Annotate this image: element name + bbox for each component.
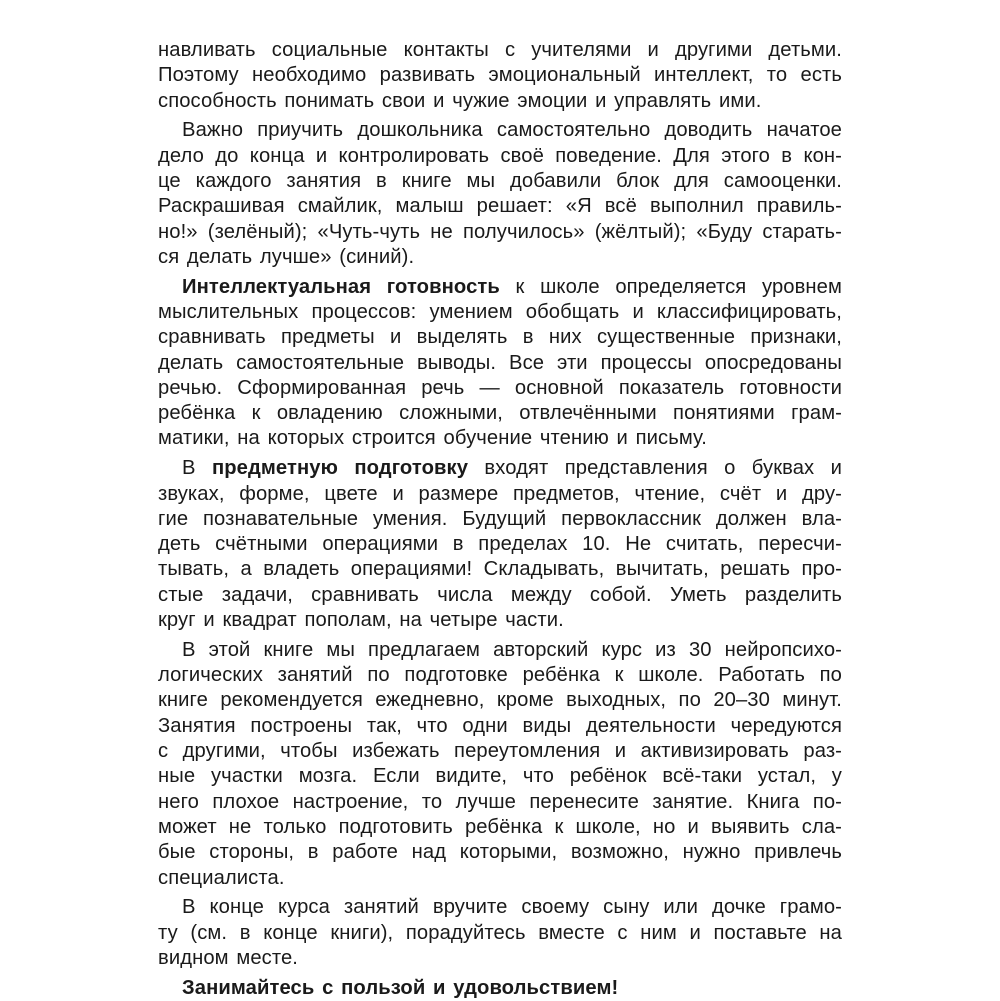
text-line: ребёнка к овладению сложными, отвлечёнными понятиями грам-	[158, 402, 842, 425]
text-line: ные участки мозга. Если видите, что ребёнок всё-таки устал, у	[158, 765, 842, 788]
text-line: Раскрашивая смайлик, малыш решает: «Я всё выполнил правиль-	[158, 195, 842, 218]
text-line: Занятия построены так, что одни виды деятельности чередуются	[158, 714, 842, 737]
text-line: круг и квадрат пополам, на четыре части.	[158, 609, 564, 632]
text-line: книге рекомендуется ежедневно, кроме выходных, по 20–30 минут.	[158, 689, 842, 712]
text-line: сравнивать предметы и выделять в них существенные признаки,	[158, 326, 842, 349]
text-line: видном месте.	[158, 946, 298, 969]
text-line: него плохое настроение, то лучше перенесите занятие. Книга по-	[158, 790, 842, 813]
text-line: с другими, чтобы избежать переутомления и активизировать раз-	[158, 740, 842, 763]
text-line: стые задачи, сравнивать числа между собой. Уметь разделить	[158, 583, 842, 606]
text-line: мыслительных процессов: умением обобщать и классифицировать,	[158, 300, 842, 323]
text-line: це каждого занятия в книге мы добавили блок для самооценки.	[158, 169, 842, 192]
text-line: бые стороны, в работе над которыми, возможно, нужно привлечь	[158, 841, 842, 864]
paragraph-course-description	[158, 638, 842, 891]
text-line	[158, 456, 842, 481]
text-line: В конце курса занятий вручите своему сыну или дочке грамо-	[182, 896, 842, 919]
closing-phrase: Занимайтесь с пользой и удовольствием!	[182, 976, 619, 999]
text-line: специалиста.	[158, 866, 285, 889]
text-line: звуках, форме, цвете и размере предметов, чтение, счёт и дру-	[158, 482, 842, 505]
text-fragment: В	[182, 457, 212, 480]
text-line: может не только подготовить ребёнка к школе, но и выявить сла-	[158, 815, 842, 838]
text-line: матики, на которых строится обучение чтению и письму.	[158, 427, 707, 450]
text-line: речью. Сформированная речь — основной показатель готовности	[158, 376, 842, 399]
bold-term: Интеллектуальная готовность	[182, 275, 500, 298]
paragraph-social-contacts	[158, 38, 842, 114]
paragraph-intellectual-readiness	[158, 275, 842, 452]
text-fragment: входят представления о буквах и	[468, 457, 842, 480]
text-fragment: к школе определяется уровнем	[499, 275, 842, 298]
text-line: Важно приучить дошкольника самостоятельно доводить начатое	[182, 119, 842, 142]
text-line: делать самостоятельные выводы. Все эти процессы опосредованы	[158, 351, 842, 374]
text-line: деть счётными операциями в пределах 10. Не считать, пересчи-	[158, 533, 842, 556]
text-line: ся делать лучше» (синий).	[158, 245, 415, 268]
text-line	[158, 275, 842, 300]
text-line: ту (см. в конце книги), порадуйтесь вместе с ним и поставьте на	[158, 921, 842, 944]
document-page	[158, 38, 842, 1001]
text-line: дело до конца и контролировать своё поведение. Для этого в кон-	[158, 144, 842, 167]
text-line: В этой книге мы предлагаем авторский курс из 30 нейропсихо-	[182, 638, 842, 661]
text-line: но!» (зелёный); «Чуть-чуть не получилось» (жёлтый); «Буду старать-	[158, 220, 842, 243]
text-line: навливать социальные контакты с учителями и другими детьми.	[158, 39, 842, 61]
paragraph-subject-preparation	[158, 456, 842, 633]
text-line: логических занятий по подготовке ребёнка к школе. Работать по	[158, 664, 842, 687]
bold-term: предметную подготовку	[211, 457, 469, 480]
text-line: Поэтому необходимо развивать эмоциональный интеллект, то есть	[158, 64, 842, 87]
text-line: гие познавательные умения. Будущий первоклассник должен вла-	[158, 507, 842, 530]
text-line: способность понимать свои и чужие эмоции и управлять ими.	[158, 89, 762, 112]
paragraph-certificate	[158, 895, 842, 971]
paragraph-self-assessment	[158, 118, 842, 270]
text-line: тывать, а владеть операциями! Складывать, вычитать, решать про-	[158, 558, 842, 581]
